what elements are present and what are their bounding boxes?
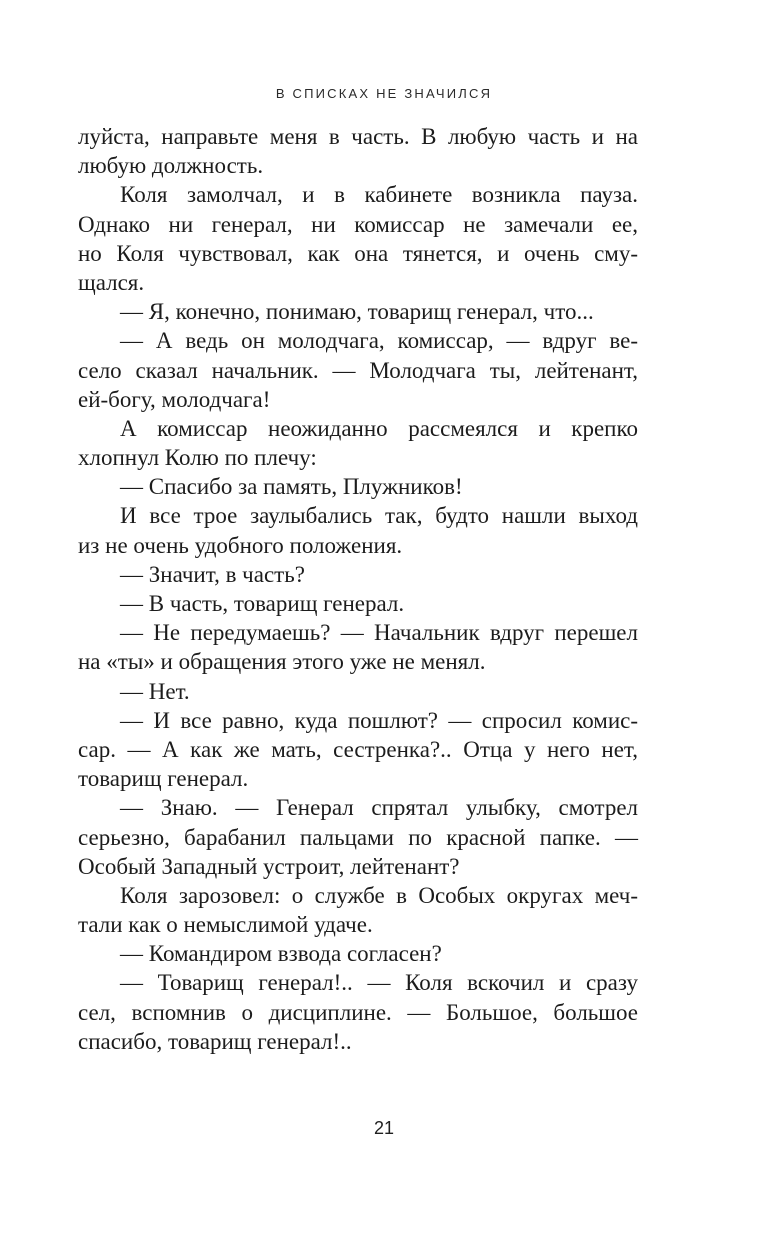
text-line: сар. — А как же мать, сестренка?.. Отца у него нет, [78,736,638,762]
text-line: луйста, направьте меня в часть. В любую часть и на [78,124,638,149]
text-line: — А ведь он молодчага, комиссар, — вдруг ве- [120,328,638,354]
text-line: И все трое заулыбались так, будто нашли выход [120,503,638,529]
text-line: товарищ генерал. [78,766,249,792]
text-line: — Нет. [120,678,190,704]
body-text [78,122,638,1056]
text-line: — Значит, в часть? [120,561,305,587]
text-line: А комиссар неожиданно рассмеялся и крепко [120,415,638,441]
text-line: — Командиром взвода согласен? [120,941,442,967]
text-line: любую должность. [78,153,264,179]
text-line: — В часть, товарищ генерал. [120,591,405,616]
page-number: 21 [373,1118,395,1138]
text-line: — Не передумаешь? — Начальник вдруг перешел [120,620,638,646]
text-line: — Товарищ генерал!.. — Коля вскочил и сразу [120,970,638,996]
text-line: тали как о немыслимой удаче. [78,912,373,938]
text-line: ей-богу, молодчага! [78,386,271,412]
text-line: — Знаю. — Генерал спрятал улыбку, смотрел [120,795,638,821]
text-line: сел, вспомнив о дисциплине. — Большое, большое [78,999,638,1025]
text-line: — Я, конечно, понимаю, товарищ генерал, что... [120,299,594,325]
text-line: Коля замолчал, и в кабинете возникла пауза. [120,182,638,208]
text-line: село сказал начальник. — Молодчага ты, лейтенант, [78,357,638,383]
running-head: В СПИСКАХ НЕ ЗНАЧИЛСЯ [275,86,493,101]
text-line: серьезно, барабанил пальцами по красной папке. — [78,824,638,850]
text-line: — Спасибо за память, Плужников! [120,474,463,500]
text-line: Особый Западный устроит, лейтенант? [78,853,460,879]
text-line: Однако ни генерал, ни комиссар не замечали ее, [78,211,638,237]
text-line: хлопнул Колю по плечу: [78,445,317,471]
text-line: щался. [78,269,145,295]
text-line: на «ты» и обращения этого уже не менял. [78,649,486,675]
text-line: — И все равно, куда пошлют? — спросил комис- [120,707,638,733]
text-line: но Коля чувствовал, как она тянется, и очень сму- [78,240,638,266]
text-line: Коля зарозовел: о службе в Особых округах меч- [120,882,638,908]
text-line: из не очень удобного положения. [78,532,403,558]
text-line: спасибо, товарищ генерал!.. [78,1028,352,1054]
